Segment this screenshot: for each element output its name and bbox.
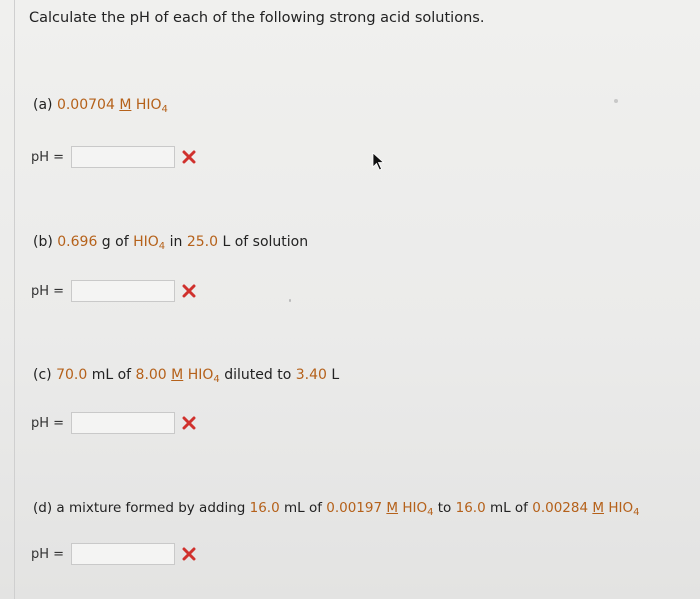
x-mark-icon xyxy=(182,547,196,561)
question-c-suffix: L xyxy=(326,367,340,383)
decorative-dot xyxy=(614,99,618,103)
question-c xyxy=(33,367,339,383)
question-d-prefix: (d) a mixture formed by adding xyxy=(33,500,250,516)
x-mark-icon xyxy=(182,416,196,430)
ph-input-d[interactable] xyxy=(71,543,175,565)
ph-input-c[interactable] xyxy=(71,412,175,434)
question-b-mass: 0.696 xyxy=(57,234,98,250)
question-b-mass-unit: g of xyxy=(97,234,134,250)
answer-row-b xyxy=(31,278,196,304)
ph-input-a[interactable] xyxy=(71,146,175,168)
question-d-text-2: to xyxy=(433,500,456,516)
ph-label: pH = xyxy=(31,415,65,431)
answer-row-a xyxy=(31,144,196,170)
question-d-volume-1: 16.0 xyxy=(249,500,280,516)
question-b xyxy=(33,234,308,250)
ph-label: pH = xyxy=(31,283,65,299)
question-d-concentration-2: 0.00284 M $HIO_4$ xyxy=(532,500,640,518)
decorative-dot xyxy=(289,299,291,302)
question-d-text-3: mL of xyxy=(485,500,533,516)
question-a xyxy=(33,97,168,113)
question-c-mid: diluted to xyxy=(219,367,296,383)
question-b-volume: 25.0 xyxy=(186,234,218,250)
question-c-prefix: (c) xyxy=(33,367,57,383)
question-d-text-1: mL of xyxy=(279,500,327,516)
question-c-volume: 70.0 xyxy=(56,367,88,383)
question-c-volume-unit: mL of xyxy=(87,367,136,383)
ph-label: pH = xyxy=(31,149,65,165)
page-title: Calculate the pH of each of the following strong acid solutions. xyxy=(29,10,485,26)
answer-row-d xyxy=(31,541,196,567)
answer-row-c xyxy=(31,410,196,436)
question-a-prefix: (a) xyxy=(33,97,57,113)
question-b-mid: in xyxy=(165,234,187,250)
question-a-concentration: 0.00704 M $HIO_4$ xyxy=(56,97,168,115)
question-panel xyxy=(14,0,699,599)
ph-label: pH = xyxy=(31,546,65,562)
ph-input-b[interactable] xyxy=(71,280,175,302)
question-b-prefix: (b) xyxy=(33,234,58,250)
question-b-formula: $HIO_4$ xyxy=(133,234,166,252)
x-mark-icon xyxy=(182,284,196,298)
mouse-pointer-icon xyxy=(372,152,386,172)
question-c-concentration: 8.00 M $HIO_4$ xyxy=(135,367,220,385)
question-c-final-volume: 3.40 xyxy=(295,367,327,383)
question-b-suffix: L of solution xyxy=(218,234,309,250)
question-d-volume-2: 16.0 xyxy=(455,500,486,516)
question-d xyxy=(33,500,639,516)
x-mark-icon xyxy=(182,150,196,164)
question-d-concentration-1: 0.00197 M $HIO_4$ xyxy=(326,500,434,518)
